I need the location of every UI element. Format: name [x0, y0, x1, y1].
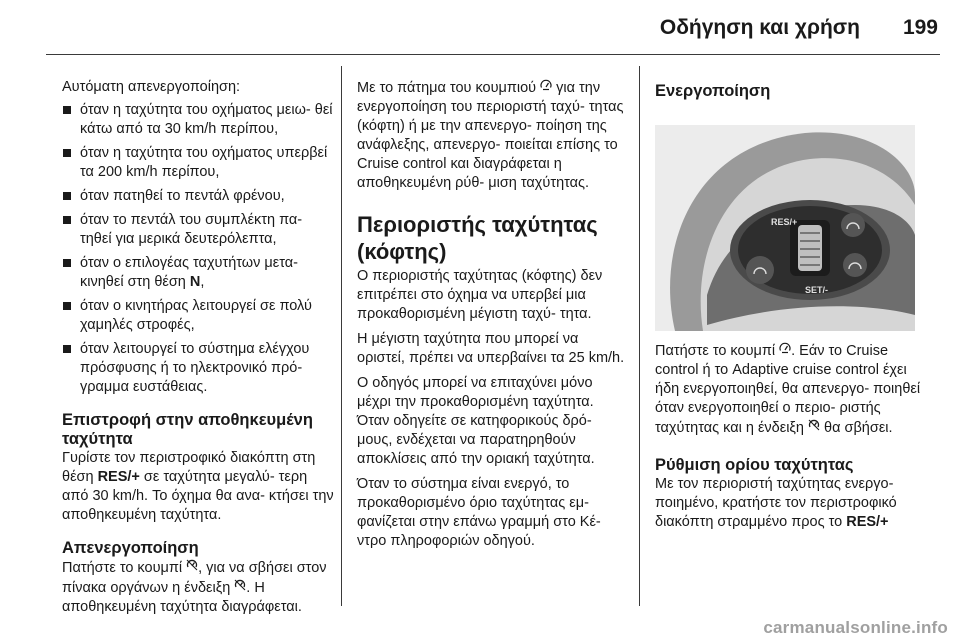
page-header-title: Οδήγηση και χρήση: [659, 16, 860, 39]
cruise-control-off-icon: [808, 418, 820, 437]
list-item: όταν λειτουργεί το σύστημα ελέγχου πρόσφυσης ή το ηλεκτρονικό πρό- γραμμα ευστάθειας.: [62, 340, 334, 397]
bullet-square-icon: [63, 345, 71, 353]
header-rule: [46, 54, 940, 55]
bullet-square-icon: [63, 259, 71, 267]
list-item: όταν η ταχύτητα του οχήματος μειω- θεί κάτω από τα 30 km/h περίπου,: [62, 101, 334, 139]
list-item: όταν η ταχύτητα του οχήματος υπερβεί τα 200 km/h περίπου,: [62, 144, 334, 182]
paragraph: Ο οδηγός μπορεί να επιταχύνει μόνο μέχρι την προκαθορισμένη ταχύτητα. Όταν οδηγείτε σε κατηφορικούς δρό- μους, ενδέχεται να παρατηρηθούν αποκλίσεις από την οριακή ταχύτητα.: [357, 375, 595, 467]
paragraph: Με το πάτημα του κουμπιού για την ενεργοποίηση του περιοριστή ταχύ- τητας (κόφτη) ή με την απενεργο- ποίηση της ανάφλεξης, απενεργο- ποιείται επίσης το Cruise control και διαγράφεται η αποθηκευμένη ρύθ- μιση ταχύτητας.: [357, 80, 624, 191]
return-to-stored-speed-heading: Επιστροφή στην αποθηκευμένη ταχύτητα: [62, 411, 313, 448]
bullet-square-icon: [63, 216, 71, 224]
speed-limiter-icon: [779, 341, 791, 360]
column-divider: [341, 66, 342, 606]
list-item: όταν πατηθεί το πεντάλ φρένου,: [62, 187, 334, 206]
paragraph: Όταν το σύστημα είναι ενεργό, το προκαθορισμένο όριο ταχύτητας εμ- φανίζεται στην επάνω γραμμή στο Κέ- ντρο πληροφοριών οδηγού.: [357, 476, 601, 549]
paragraph: Η μέγιστη ταχύτητα που μπορεί να οριστεί, πρέπει να υπερβαίνει τα 25 km/h.: [357, 331, 625, 366]
steering-wheel-controls-image: [655, 125, 915, 331]
page-number: 199: [902, 16, 938, 39]
auto-deactivation-list: [62, 101, 334, 397]
cruise-control-off-icon: [234, 578, 246, 597]
bullet-square-icon: [63, 192, 71, 200]
adjust-speed-limit-heading: Ρύθμιση ορίου ταχύτητας: [655, 456, 854, 474]
list-item: όταν ο επιλογέας ταχυτήτων μετα- κινηθεί στη θέση N,: [62, 254, 334, 292]
activation-text: Πατήστε το κουμπί . Εάν το Cruise control ή το Adaptive cruise control έχει ήδη ενεργοποιηθεί, θα απενεργο- ποιηθεί όταν ενεργοποιηθεί ο περιο- ριστής ταχύτητας και η ένδειξη θα σβήσει.: [655, 343, 921, 436]
bullet-square-icon: [63, 149, 71, 157]
column-divider: [639, 66, 640, 606]
auto-deactivation-intro: Αυτόματη απενεργοποίηση:: [62, 79, 241, 95]
watermark: carmanualsonline.info: [763, 618, 948, 637]
adjust-speed-limit-text: Με τον περιοριστή ταχύτητας ενεργο- ποιημένο, κρατήστε τον περιστροφικό διακόπτη στραμμένο προς το RES/+: [655, 476, 897, 530]
list-item: όταν το πεντάλ του συμπλέκτη πα- τηθεί για μερικά δευτερόλεπτα,: [62, 211, 334, 249]
return-to-stored-speed-text: Γυρίστε τον περιστροφικό διακόπτη στη θέση RES/+ σε ταχύτητα μεγαλύ- τερη από 30 km/h. Το όχημα θα ανα- κτήσει την αποθηκευμένη ταχύτητα.: [62, 450, 334, 523]
column-left: [62, 78, 334, 617]
list-item: όταν ο κινητήρας λειτουργεί σε πολύ χαμηλές στροφές,: [62, 297, 334, 335]
activation-heading: Ενεργοποίηση: [655, 82, 771, 100]
bullet-square-icon: [63, 302, 71, 310]
speed-limiter-icon: [540, 78, 552, 97]
cruise-control-off-icon: [186, 558, 198, 577]
speed-limiter-heading: Περιοριστής ταχύτητας (κόφτης): [357, 212, 598, 264]
set-label: SET/-: [805, 285, 829, 295]
deactivation-text: Πατήστε το κουμπί , για να σβήσει στον πίνακα οργάνων η ένδειξη . Η αποθηκευμένη ταχύτητα διαγράφεται.: [62, 560, 327, 615]
column-middle: [357, 78, 629, 551]
paragraph: Ο περιοριστής ταχύτητας (κόφτης) δεν επιτρέπει στο όχημα να υπερβεί μια προκαθορισμένη μέγιστη ταχύ- τητα.: [357, 268, 603, 322]
deactivation-heading: Απενεργοποίηση: [62, 539, 199, 557]
column-right: [655, 78, 927, 532]
bullet-square-icon: [63, 106, 71, 114]
res-label: RES/+: [771, 217, 798, 227]
